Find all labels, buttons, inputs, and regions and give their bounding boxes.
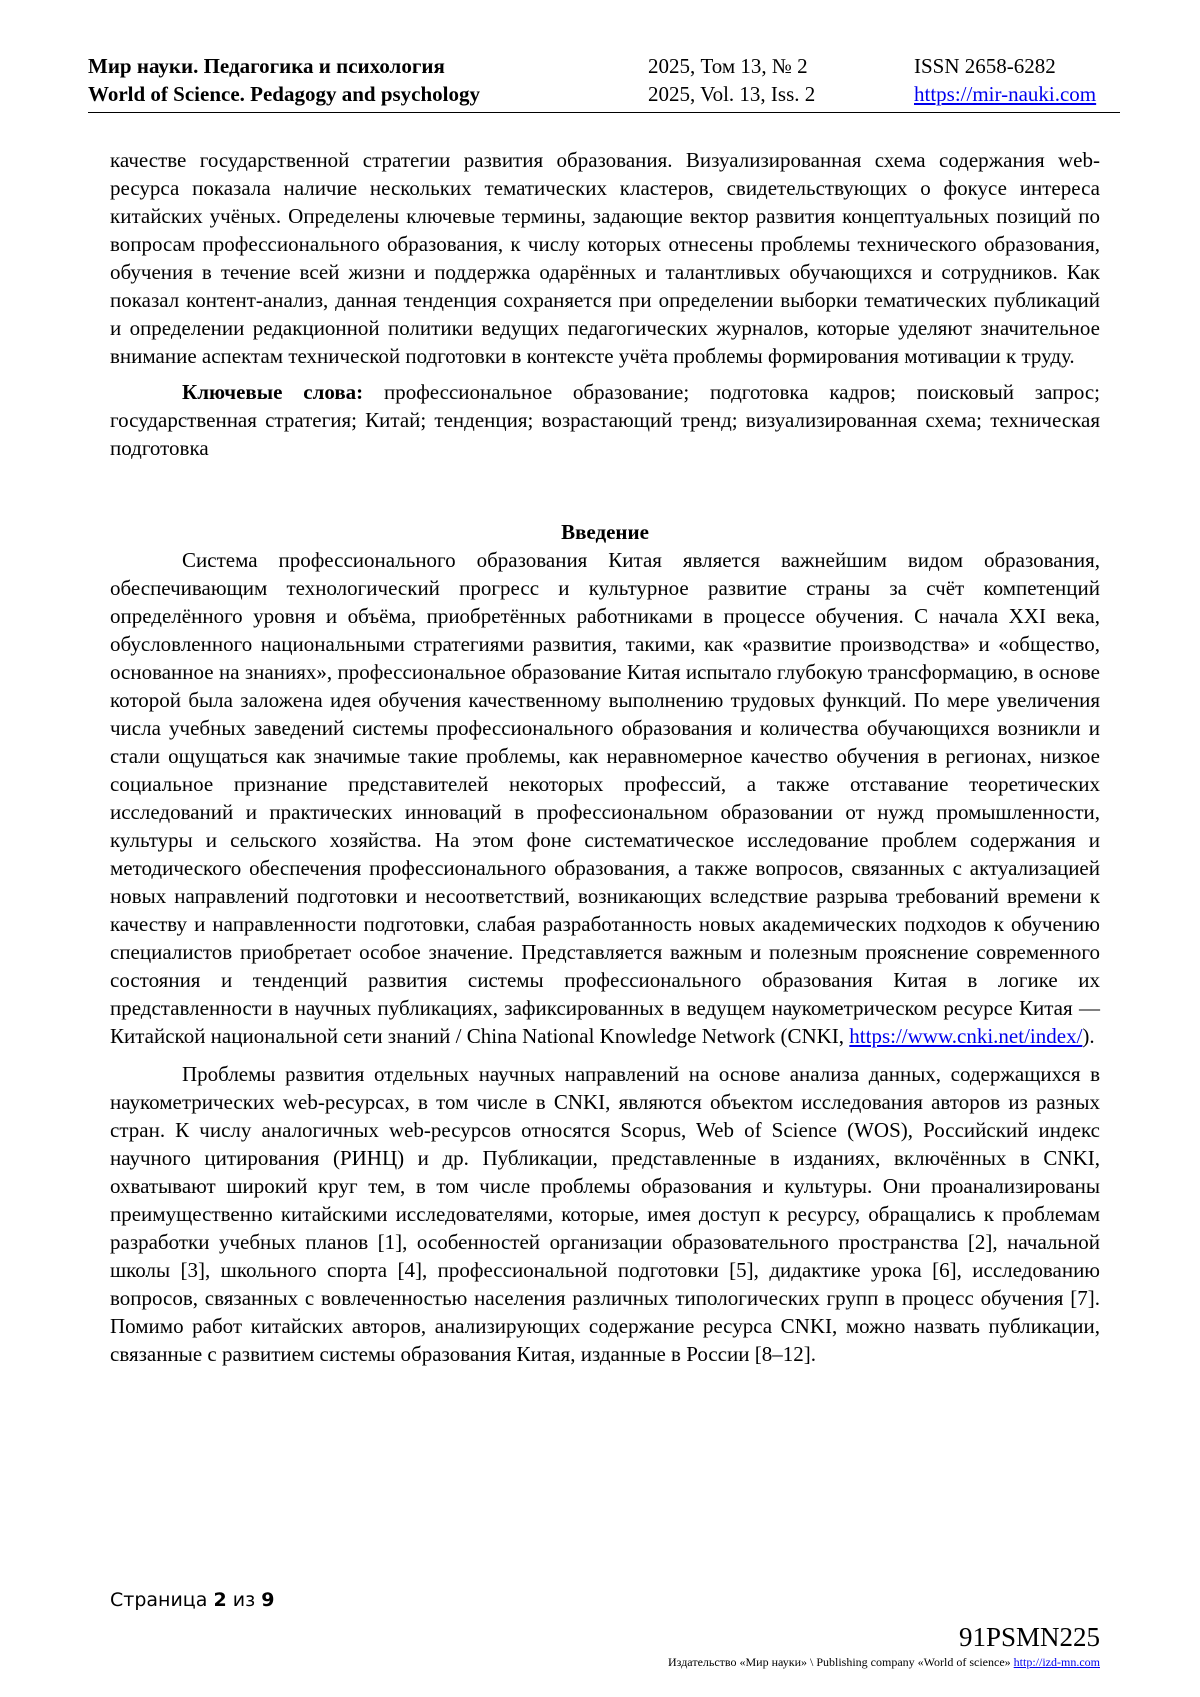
journal-title-ru: Мир науки. Педагогика и психология: [88, 54, 445, 78]
cnki-link[interactable]: https://www.cnki.net/index/: [849, 1024, 1083, 1048]
issue-en: 2025, Vol. 13, Iss. 2: [648, 82, 816, 106]
abstract-tail: качестве государственной стратегии развития образования. Визуализированная схема содержания web-ресурса показала наличие нескольких тематических кластеров, свидетельствующих о фокусе интереса китайских учёных. Определены ключевые термины, задающие вектор развития концептуальных позиций по вопросам профессионального образования, к числу которых отнесены проблемы технического образования, обучения в течение всей жизни и поддержка одарённых и талантливых обучающихся и сотрудников. Как показал контент-анализ, данная тенденция сохраняется при определении выборки тематических публикаций и определении редакционной политики ведущих педагогических журналов, которые уделяют значительное внимание аспектам технической подготовки в контексте учёта проблемы формирования мотивации к труду.: [110, 148, 1100, 368]
issue-info: [648, 52, 815, 108]
publisher-name: Издательство «Мир науки» \ Publishing company «World of science»: [668, 1655, 1011, 1669]
page-total: 9: [261, 1589, 275, 1611]
issn-block: [914, 52, 1096, 108]
keywords: [110, 378, 1100, 462]
publisher-link[interactable]: http://izd-mn.com: [1013, 1655, 1100, 1669]
issue-ru: 2025, Том 13, № 2: [648, 54, 808, 78]
journal-title-en: World of Science. Pedagogy and psychology: [88, 82, 481, 106]
publisher-line: [668, 1655, 1100, 1670]
journal-url-link[interactable]: https://mir-nauki.com: [914, 82, 1097, 106]
page-label: Страница: [110, 1589, 208, 1611]
journal-title: [88, 52, 480, 108]
issn: ISSN 2658-6282: [914, 54, 1056, 78]
keywords-text: профессиональное образование; подготовка кадров; поисковый запрос; государственная стратегия; Китай; тенденция; возрастающий тренд; визуализированная схема; техническая подготовка: [110, 380, 1101, 460]
page-current: 2: [213, 1589, 227, 1611]
page-header: [88, 52, 1120, 113]
page-number: [110, 1589, 274, 1611]
intro-paragraph-2: Проблемы развития отдельных научных направлений на основе анализа данных, содержащихся в наукометрических web-ресурсах, в том числе в CNKI, являются объектом исследования авторов из разных стран. К числу аналогичных web-ресурсов относятся Scopus, Web of Science (WOS), Российский индекс научного цитирования (РИНЦ) и др. Публикации, представленные в изданиях, включённых в CNKI, охватывают широкий круг тем, в том числе проблемы образования и культуры. Они проанализированы преимущественно китайскими исследователями, которые, имея доступ к ресурсу, обращались к проблемам разработки учебных планов [1], особенностей организации образовательного пространства [2], начальной школы [3], школьного спорта [4], профессиональной подготовки [5], дидактике урока [6], исследованию вопросов, связанных с вовлеченностью населения различных типологических групп в процесс обучения [7]. Помимо работ китайских авторов, анализирующих содержание ресурса CNKI, можно назвать публикации, связанные с развитием системы образования Китая, изданные в России [8–12].: [110, 1062, 1100, 1366]
article-code: 91PSMN225: [958, 1622, 1100, 1652]
intro-paragraph-1: [110, 546, 1100, 1050]
keywords-label: Ключевые слова:: [182, 380, 364, 404]
section-title-introduction: Введение: [561, 520, 649, 544]
article-body: [110, 146, 1100, 1368]
intro-paragraph-1-text: Система профессионального образования Китая является важнейшим видом образования, обеспечивающим технологический прогресс и культурное развитие страны за счёт компетенций определённого уровня и объёма, приобретённых работниками в процессе обучения. С начала XXI века, обусловленного национальными стратегиями развития, такими, как «развитие производства» и «общество, основанное на знаниях», профессиональное образование Китая испытало глубокую трансформацию, в основе которой была заложена идея обучения качественному выполнению трудовых функций. По мере увеличения числа учебных заведений системы профессионального образования и количества обучающихся возникли и стали ощущаться как значимые такие проблемы, как неравномерное качество обучения в регионах, низкое социальное признание представителей некоторых профессий, а также отставание теоретических исследований и практических инноваций в профессиональном образовании от нужд промышленности, культуры и сельского хозяйства. На этом фоне систематическое исследование проблем содержания и методического обеспечения профессионального образования, а также вопросов, связанных с актуализацией новых направлений подготовки и несоответствий, возникающих вследствие разрыва требований времени к качеству и направленности подготовки, слабая разработанность новых академических подходов к обучению специалистов приобретает особое значение. Представляется важным и полезным прояснение современного состояния и тенденций развития системы профессионального образования Китая в логике их представленности в научных публикациях, зафиксированных в ведущем наукометрическом ресурсе Китая — Китайской национальной сети знаний / China National Knowledge Network (CNKI,: [110, 548, 1100, 1048]
page-of-label: из: [232, 1589, 256, 1611]
intro-paragraph-1-end: ).: [1082, 1024, 1095, 1048]
